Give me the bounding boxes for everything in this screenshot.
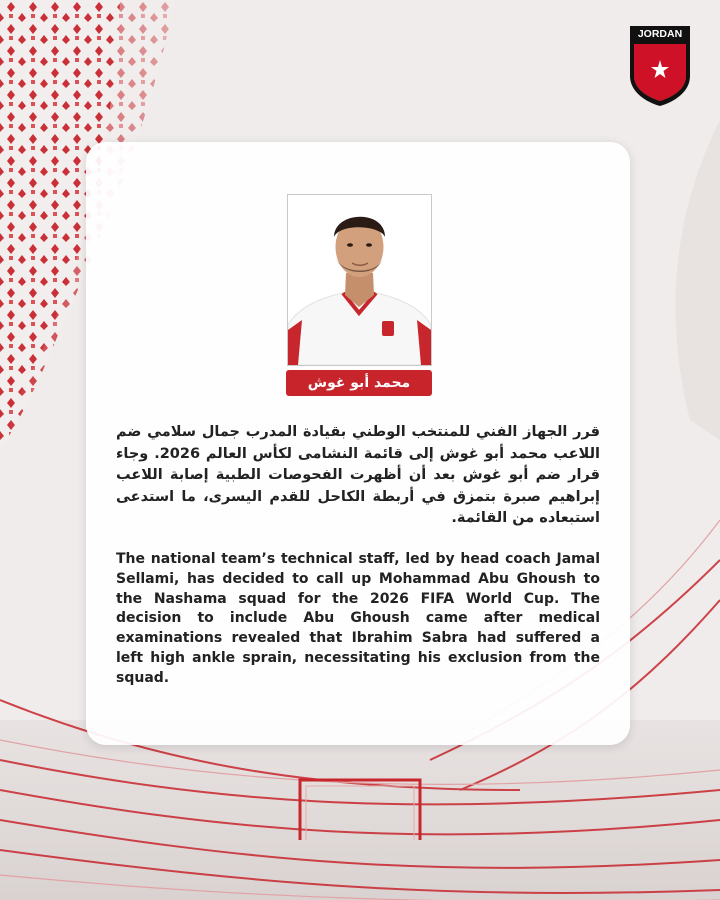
jordan-label: JORDAN [637, 28, 683, 40]
jordan-crest-logo [628, 26, 692, 106]
arabic-paragraph: قرر الجهاز الفني للمنتخب الوطني بقيادة المدرب جمال سلامي ضم اللاعب محمد أبو غوش إلى قائمة النشامى لكأس العالم 2026. وجاء قرار ضم أبو غوش بعد أن أظهرت الفحوصات الطبية إصابة اللاعب إبراهيم صبرة بتمزق في أربطة الكاحل للقدم اليسرى، ما استدعى استبعاده من القائمة. [116, 424, 600, 526]
announcement-card [86, 142, 630, 745]
player-photo [287, 194, 432, 366]
player-name: محمد أبو غوش [307, 375, 411, 391]
player-name-plate [286, 370, 432, 396]
english-paragraph: The national team’s technical staff, led by head coach Jamal Sellami, has decided to call up Mohammad Abu Ghoush to the Nashama squad for the 2026 FIFA World Cup. The decision to include Abu Ghoush came after medical examinations revealed that Ibrahim Sabra had suffered a left high ankle sprain, necessitating his exclusion from the squad. [116, 551, 600, 686]
